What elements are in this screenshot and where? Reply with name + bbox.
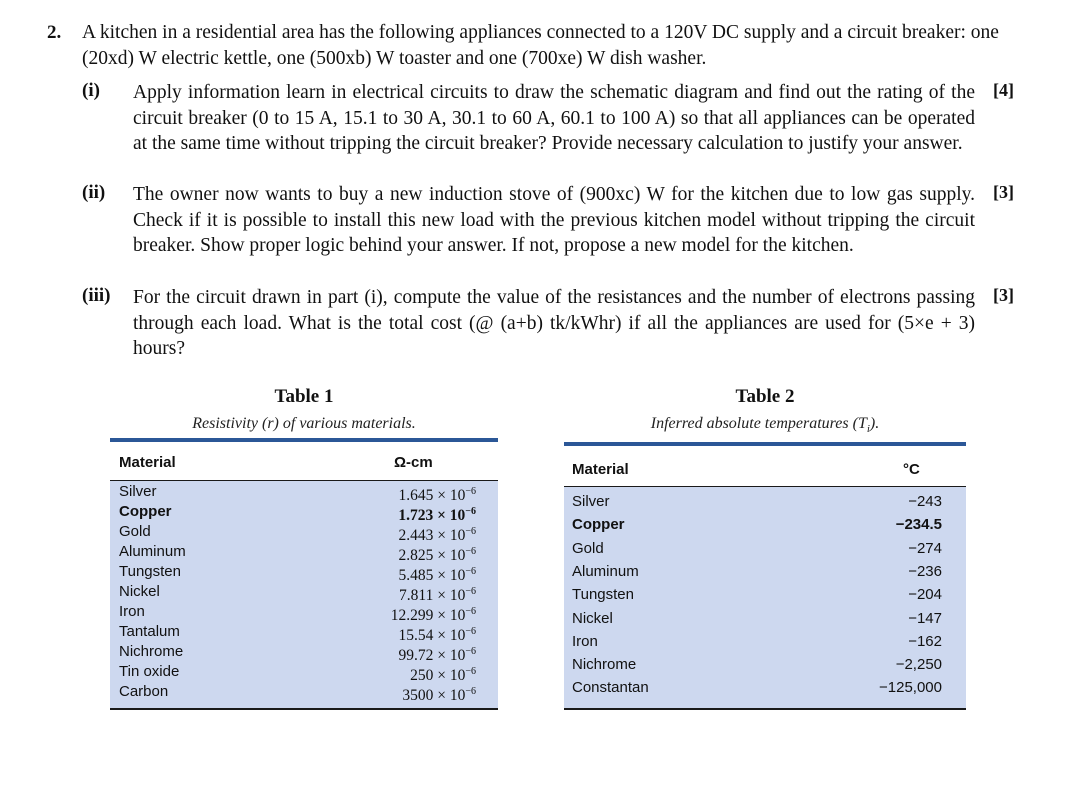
table2-material-cell: Constantan bbox=[572, 679, 649, 697]
part-ii bbox=[82, 182, 1032, 282]
table2-caption-text: Inferred absolute temperatures (T bbox=[650, 415, 867, 432]
table1-value-exponent: −6 bbox=[465, 606, 476, 617]
table2-value-cell: −274 bbox=[908, 539, 942, 557]
table1-value-exp-base: × 10 bbox=[437, 527, 466, 544]
table1-material-cell: Iron bbox=[119, 603, 145, 620]
table1-value-exp-base: × 10 bbox=[437, 607, 466, 624]
table1-header-unit: Ω-cm bbox=[394, 454, 433, 471]
table1-material-cell: Copper bbox=[119, 503, 172, 520]
part-marks: [3] bbox=[993, 182, 1014, 202]
table2-material-cell: Aluminum bbox=[572, 562, 639, 580]
table2-material-cell: Silver bbox=[572, 493, 610, 510]
table1-value-number: 15.54 bbox=[398, 627, 438, 644]
table1-value-exponent: −6 bbox=[465, 686, 476, 697]
table1-title: Table 1 bbox=[274, 386, 334, 407]
table2-value-cell: −243 bbox=[908, 493, 942, 510]
table1-value-exponent: −6 bbox=[465, 526, 476, 537]
table1-value-exp-base: × 10 bbox=[437, 547, 466, 564]
table1-caption: Resistivity (r) of various materials. bbox=[192, 415, 416, 432]
table1-material-cell: Tin oxide bbox=[119, 663, 180, 680]
part-label: (ii) bbox=[82, 182, 106, 203]
table2-material-cell: Copper bbox=[572, 516, 625, 534]
table1-value-cell bbox=[398, 567, 476, 585]
table1-material-cell: Aluminum bbox=[119, 543, 186, 560]
table2-value-cell: −234.5 bbox=[895, 516, 942, 534]
table1-value-exp-base: × 10 bbox=[437, 587, 466, 604]
table2-caption-end: ). bbox=[869, 415, 880, 432]
table2-material-cell: Iron bbox=[572, 632, 598, 650]
table1-value-number: 12.299 bbox=[390, 607, 438, 624]
table1-header bbox=[110, 442, 498, 481]
table1-value-exponent: −6 bbox=[465, 506, 476, 517]
table2-title: Table 2 bbox=[735, 386, 795, 407]
part-text: For the circuit drawn in part (i), compute the value of the resistances and the number of electrons passing through each load. What is the total cost (@ (a+b) tk/kWhr) if all the appliances are used for (5×e + 3) hours? bbox=[133, 287, 975, 360]
table1-value-cell bbox=[398, 627, 476, 645]
table1-value-exp-base: × 10 bbox=[437, 647, 466, 664]
part-label: (i) bbox=[82, 80, 100, 101]
table1-material-cell: Nichrome bbox=[119, 643, 184, 660]
table1-value-cell bbox=[410, 667, 476, 685]
table1-value-exp-base: × 10 bbox=[437, 687, 466, 704]
table2-value-cell: −125,000 bbox=[879, 679, 942, 697]
table1-value-exp-base: × 10 bbox=[437, 627, 466, 644]
table1-value-cell bbox=[398, 547, 476, 565]
table2-value-cell: −147 bbox=[908, 609, 942, 627]
table1-value-cell bbox=[398, 487, 476, 505]
table2 bbox=[564, 442, 966, 710]
table1-material-cell: Tantalum bbox=[119, 623, 180, 640]
part-label: (iii) bbox=[82, 285, 111, 306]
part-iii bbox=[82, 285, 1032, 365]
table2-caption bbox=[564, 415, 966, 435]
table1-value-number: 1.723 bbox=[398, 507, 438, 524]
table1-value-number: 250 bbox=[410, 667, 438, 684]
table2-caption-subscript: i bbox=[866, 423, 870, 436]
table1-value-cell bbox=[391, 607, 476, 625]
table2-material-cell: Nichrome bbox=[572, 656, 637, 674]
table1-value-exponent: −6 bbox=[465, 546, 476, 557]
table1-value-exp-base: × 10 bbox=[437, 567, 466, 584]
table2-value-cell: −2,250 bbox=[895, 656, 942, 674]
table1-value-cell bbox=[399, 587, 476, 605]
part-marks: [4] bbox=[993, 80, 1014, 100]
table1-value-number: 3500 bbox=[402, 687, 438, 704]
part-text: Apply information learn in electrical circuits to draw the schematic diagram and find out the rating of the circuit breaker (0 to 15 A, 15.1 to 30 A, 30.1 to 60 A, 60.1 to 100 A) so that all appliances can be operated at the same time without tripping the circuit breaker? Provide necessary calculation to justify your answer. bbox=[133, 82, 975, 155]
table1-value-exponent: −6 bbox=[465, 586, 476, 597]
table1-material-cell: Tungsten bbox=[119, 563, 181, 580]
table1-value-cell bbox=[398, 527, 476, 545]
table2-value-cell: −204 bbox=[908, 586, 942, 604]
table2-material-cell: Gold bbox=[572, 539, 604, 557]
table1-value-exponent: −6 bbox=[465, 666, 476, 677]
table1-value-number: 7.811 bbox=[399, 587, 438, 604]
question-intro: A kitchen in a residential area has the following appliances connected to a 120V DC supply and a circuit breaker: one (20xd) W electric kettle, one (500xb) W toaster and one (700xe) W dish washer. bbox=[82, 22, 999, 69]
table1-material-cell: Silver bbox=[119, 483, 157, 500]
part-i bbox=[82, 80, 1032, 180]
table1-value-number: 2.443 bbox=[398, 527, 438, 544]
table2-header bbox=[564, 446, 966, 487]
table2-header-unit: °C bbox=[903, 461, 920, 478]
table1 bbox=[110, 438, 498, 710]
table1-value-cell bbox=[402, 687, 476, 705]
question-number: 2. bbox=[47, 22, 62, 43]
table2-header-material: Material bbox=[572, 461, 629, 478]
table1-header-material: Material bbox=[119, 454, 176, 471]
part-marks: [3] bbox=[993, 285, 1014, 305]
table2-value-cell: −162 bbox=[908, 632, 942, 650]
table1-value-number: 5.485 bbox=[398, 567, 438, 584]
table1-value-exponent: −6 bbox=[465, 626, 476, 637]
table2-value-cell: −236 bbox=[908, 562, 942, 580]
table1-value-cell bbox=[398, 507, 476, 525]
table1-value-cell bbox=[398, 647, 476, 665]
table1-value-number: 2.825 bbox=[398, 547, 438, 564]
table1-value-exp-base: × 10 bbox=[437, 487, 466, 504]
table1-value-exp-base: × 10 bbox=[437, 667, 466, 684]
table1-value-exp-base: × 10 bbox=[437, 507, 466, 524]
table1-value-exponent: −6 bbox=[465, 486, 476, 497]
table2-material-cell: Tungsten bbox=[572, 586, 634, 604]
table1-value-number: 99.72 bbox=[398, 647, 438, 664]
table1-value-exponent: −6 bbox=[465, 646, 476, 657]
table1-value-exponent: −6 bbox=[465, 566, 476, 577]
table1-value-number: 1.645 bbox=[398, 487, 438, 504]
table1-material-cell: Carbon bbox=[119, 683, 169, 700]
table1-material-cell: Gold bbox=[119, 523, 151, 540]
table2-material-cell: Nickel bbox=[572, 609, 613, 627]
table1-material-cell: Nickel bbox=[119, 583, 160, 600]
part-text: The owner now wants to buy a new induction stove of (900xc) W for the kitchen due to low gas supply. Check if it is possible to install this new load with the previous kitchen model without tripping the circuit breaker. Show proper logic behind your answer. If not, propose a new model for the kitchen. bbox=[133, 184, 975, 257]
